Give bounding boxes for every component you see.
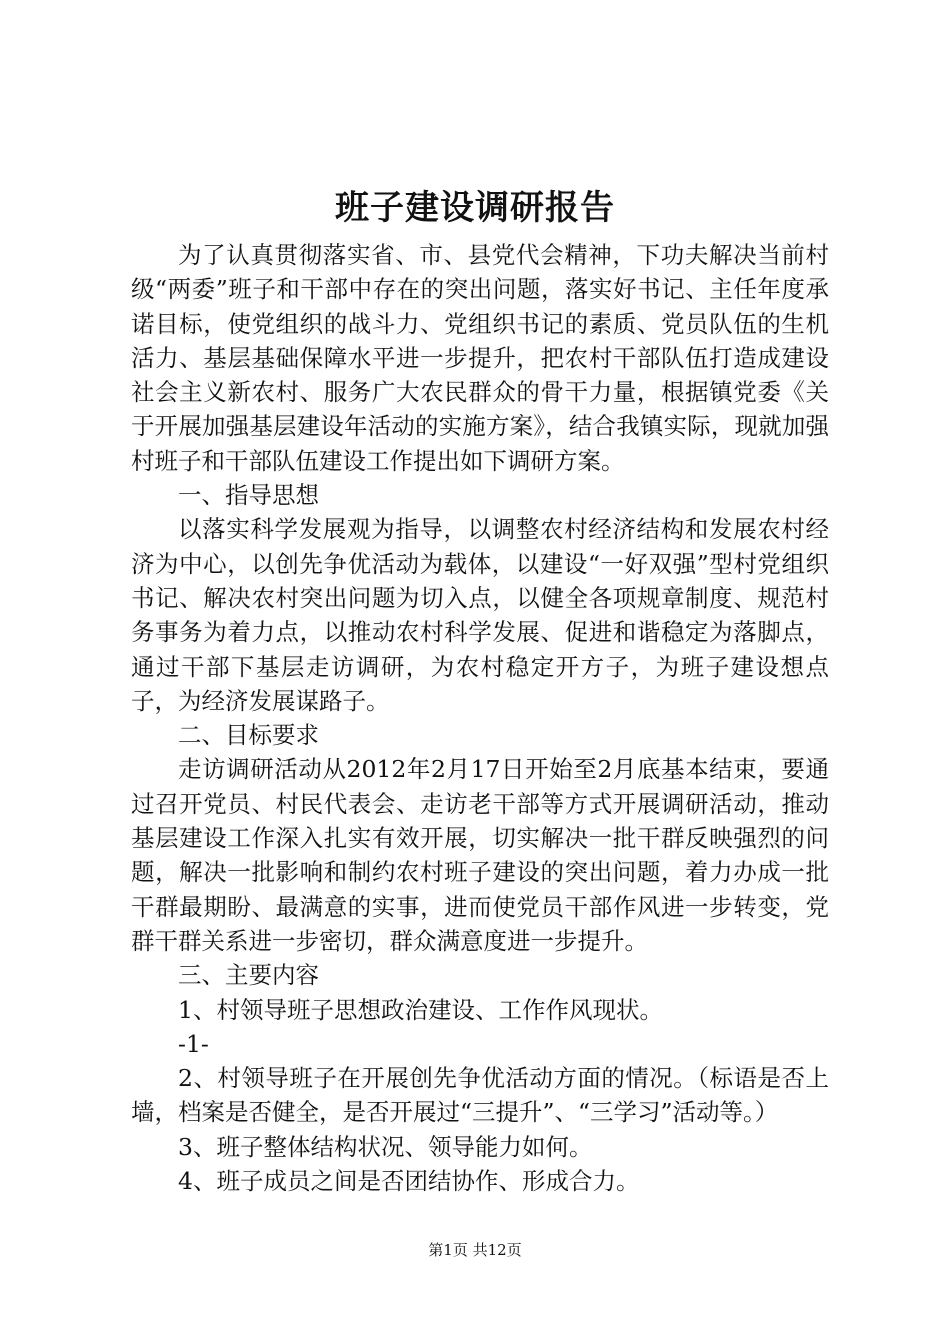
section-heading-main-content: 三、主要内容 (178, 961, 319, 990)
paragraph-goals: 走访调研活动从2012年2月17日开始至2月底基本结束，要通过召开党员、村民代表会、走访老干部等方式开展调研活动，推动基层建设工作深入扎实有效开展，切实解决一批干群反映强烈的问题，解决一批影响和制约农村班子建设的突出问题，着力办成一批干群最期盼、最满意的实事，进而使党员干部作风进一步转变，党群干群关系进一步密切，群众满意度进一步提升。 (131, 755, 829, 955)
inline-page-marker: -1- (178, 1029, 209, 1058)
list-item-3: 3、班子整体结构状况、领导能力如何。 (178, 1132, 593, 1161)
section-heading-goals: 二、目标要求 (178, 721, 319, 750)
paragraph-guiding-thought: 以落实科学发展观为指导，以调整农村经济结构和发展农村经济为中心，以创先争优活动为载体，以建设“一好双强”型村党组织书记、解决农村突出问题为切入点，以健全各项规章制度、规范村务事务为着力点，以推动农村科学发展、促进和谐稳定为落脚点，通过干部下基层走访调研，为农村稳定开方子，为班子建设想点子，为经济发展谋路子。 (131, 515, 829, 715)
page-footer: 第1页 共12页 (428, 1241, 522, 1259)
list-item-2: 2、村领导班子在开展创先争优活动方面的情况。（标语是否上墙，档案是否健全，是否开展过“三提升”、“三学习”活动等。） (131, 1064, 829, 1127)
paragraph-intro: 为了认真贯彻落实省、市、县党代会精神，下功夫解决当前村级“两委”班子和干部中存在的突出问题，落实好书记、主任年度承诺目标，使党组织的战斗力、党组织书记的素质、党员队伍的生机活力、基层基础保障水平进一步提升，把农村干部队伍打造成建设社会主义新农村、服务广大农民群众的骨干力量，根据镇党委《关于开展加强基层建设年活动的实施方案》，结合我镇实际，现就加强村班子和干部队伍建设工作提出如下调研方案。 (131, 241, 829, 475)
list-item-1: 1、村领导班子思想政治建设、工作作风现状。 (178, 995, 663, 1024)
list-item-4: 4、班子成员之间是否团结协作、形成合力。 (178, 1167, 640, 1196)
document-body (131, 238, 829, 1198)
document-title: 班子建设调研报告 (335, 188, 615, 228)
section-heading-guiding-thought: 一、指导思想 (178, 481, 319, 510)
